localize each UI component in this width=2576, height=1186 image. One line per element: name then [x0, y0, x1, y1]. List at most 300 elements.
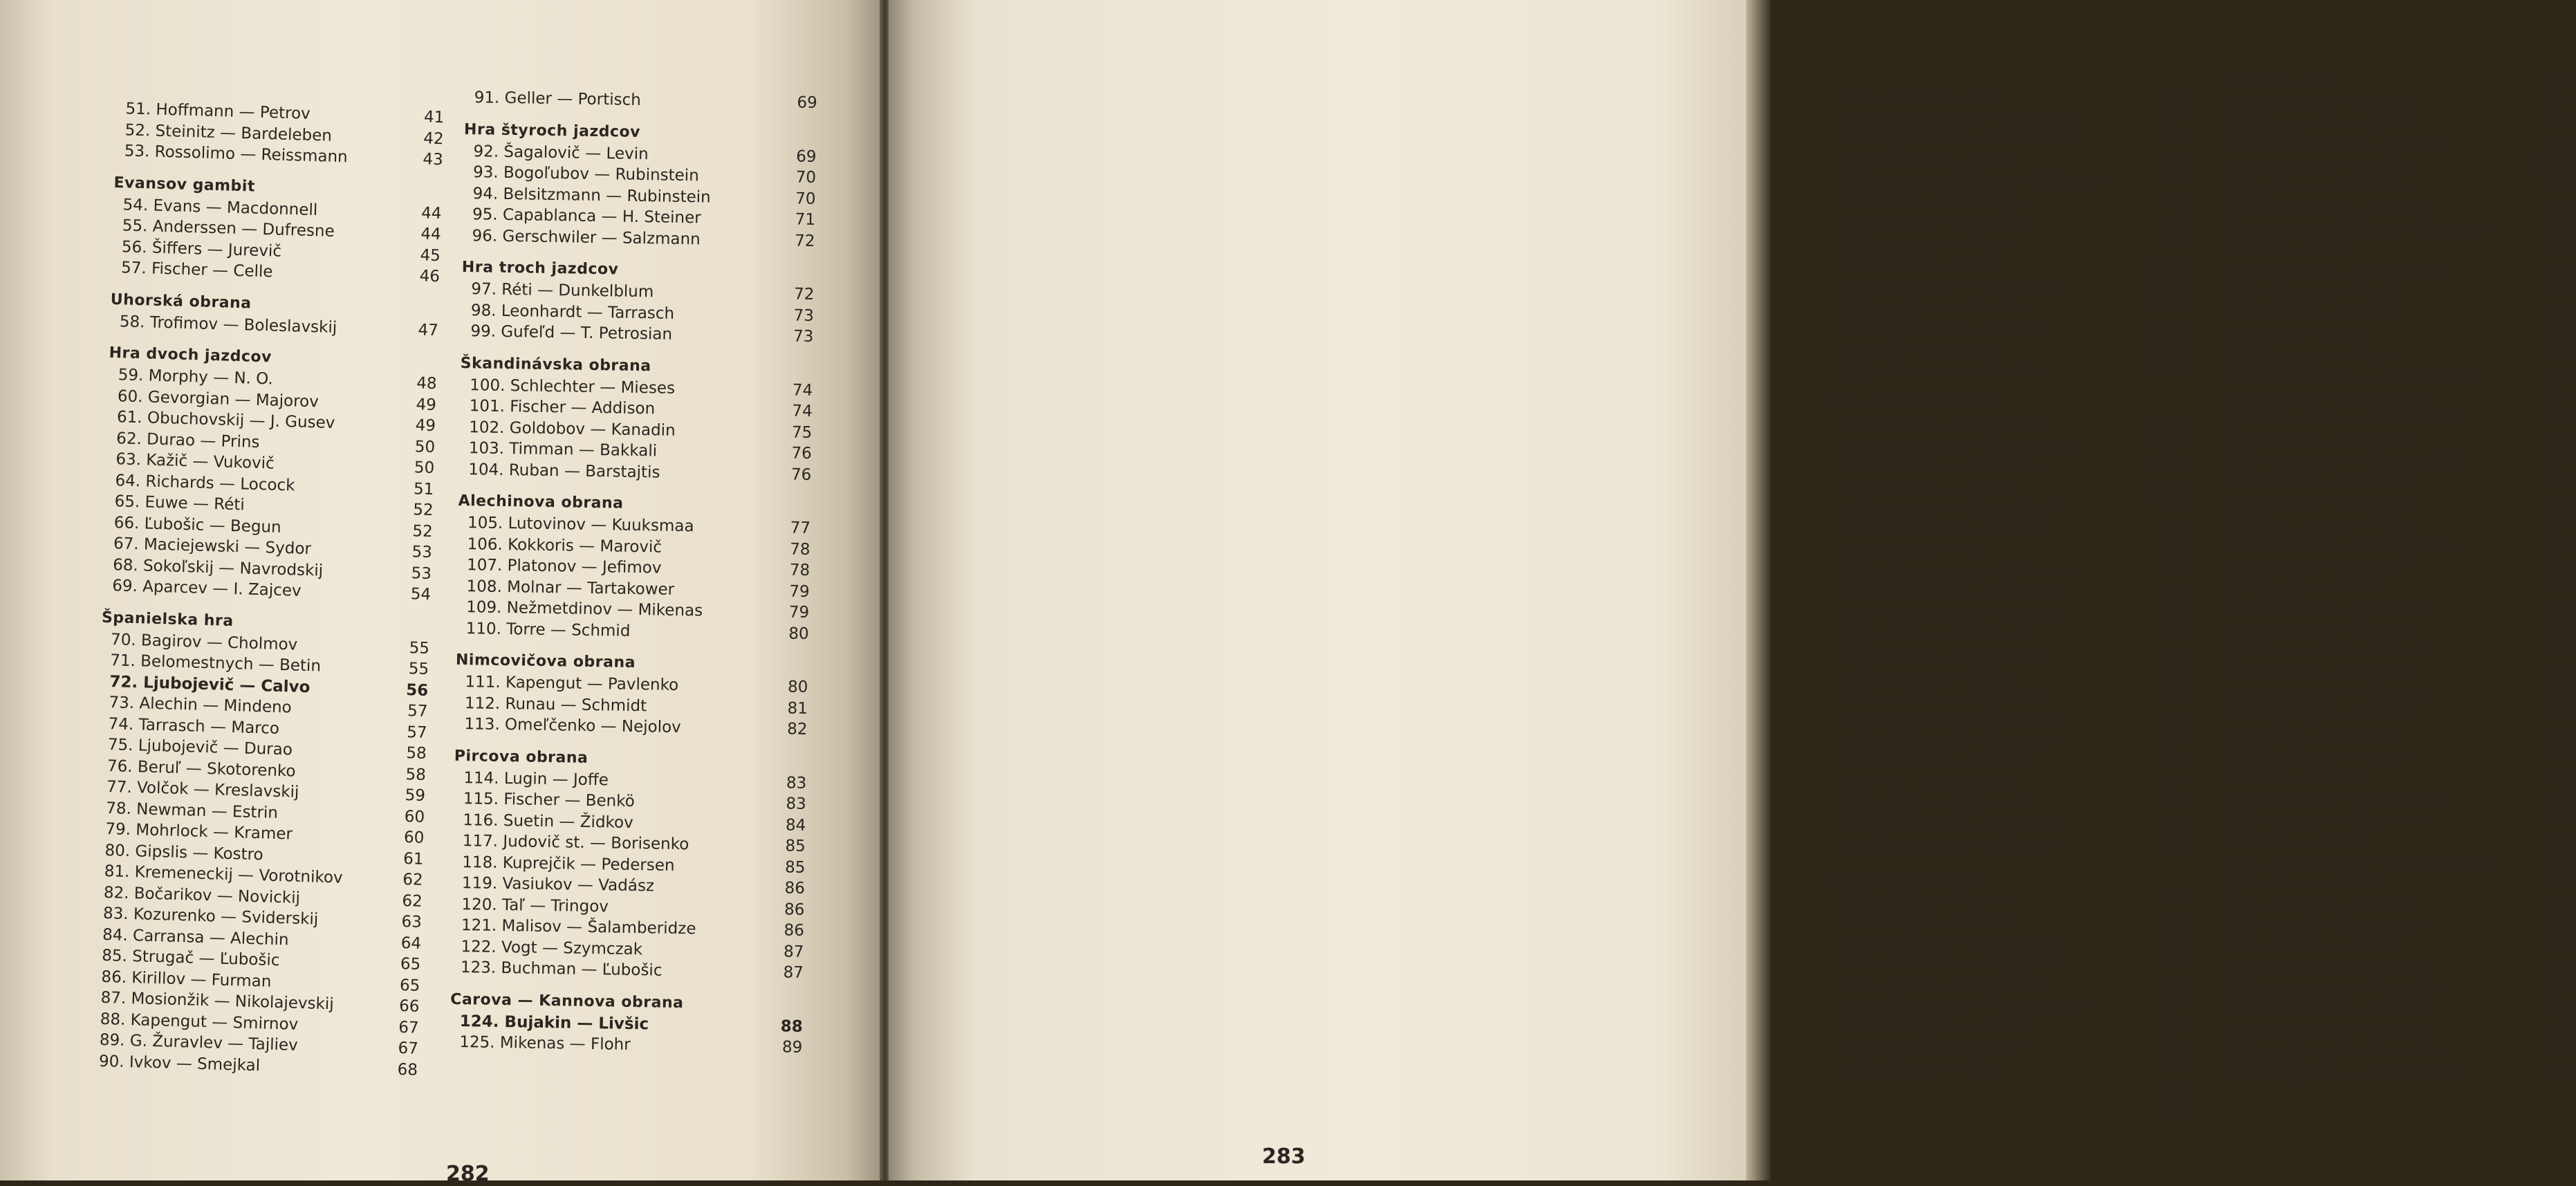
game-players: 161. Müller — Aronin: [1844, 890, 2012, 910]
index-entry: [1835, 972, 2188, 996]
index-entry: [2216, 956, 2575, 979]
page-reference: 50: [414, 458, 435, 478]
page-reference: 88: [780, 1017, 803, 1036]
section-heading: Sicílska obrana: [1834, 869, 1971, 888]
index-entry: [2212, 196, 2571, 219]
index-entry: [1834, 750, 2187, 773]
section-heading: Alechinova obrana: [458, 492, 624, 512]
page-reference: 152: [2544, 978, 2576, 997]
game-players: 101. Fischer — Addison: [469, 397, 656, 418]
game-players: 152. Glauser — Keller: [1842, 668, 2016, 687]
index-entry: [1835, 951, 2188, 974]
game-players: 81. Kremeneckij — Vorotnikov: [104, 862, 343, 887]
section-heading: Škandinávska obrana: [460, 354, 651, 375]
index-entry: [2213, 450, 2573, 472]
page-reference: 139: [2542, 556, 2573, 575]
page-reference: 58: [406, 744, 427, 763]
page-reference: 76: [790, 465, 812, 484]
page-reference: 108: [2154, 561, 2185, 580]
index-entry: [1835, 888, 2187, 911]
game-players: 189. Martius — Dueball: [2223, 473, 2409, 492]
page-reference: 154: [2545, 1020, 2576, 1039]
game-players: 123. Buchman — Ľubošic: [460, 958, 662, 980]
page-reference: 111: [2155, 667, 2187, 685]
index-entry: [2212, 154, 2571, 177]
game-players: 108. Molnar — Tartakower: [466, 577, 675, 599]
page-reference: 118: [2157, 931, 2188, 950]
page-reference: 123: [2158, 1079, 2189, 1097]
game-players: 148. Lohmann — Teschner: [1842, 583, 2053, 603]
game-players: 54. Evans — Macdonnell: [122, 195, 318, 219]
index-entry: [1831, 412, 2184, 436]
page-reference: 44: [420, 203, 442, 223]
index-entry: [2214, 787, 2574, 810]
index-entry: [2215, 871, 2575, 894]
page-reference: 87: [783, 963, 804, 982]
game-players: 196. Krivov — Upart: [2223, 620, 2403, 640]
page-reference: 73: [793, 306, 815, 325]
index-entry: [2211, 112, 2570, 135]
page-reference: 116: [2156, 835, 2187, 854]
page-reference: 84: [785, 815, 806, 835]
index-entry: [2214, 597, 2573, 620]
game-players: 207. Rakowecki — Wojcieszyn: [2224, 852, 2491, 872]
page-reference: 69: [796, 147, 817, 166]
game-players: 140. Petrov — Szymanski: [1841, 414, 2044, 434]
index-entry: [2213, 407, 2573, 430]
page-reference: 111: [2155, 645, 2186, 665]
page-reference: 123: [2158, 1100, 2189, 1119]
section-heading: Francúzska obrana: [1831, 393, 1999, 412]
index-entry: [2211, 70, 2570, 93]
game-players: 66. Ľubošic — Begun: [113, 513, 282, 537]
page-reference: 53: [411, 564, 432, 583]
game-players: 211. Lutikov — Osnos: [2225, 937, 2398, 956]
page-reference: 122: [2158, 1057, 2189, 1077]
index-entry: [2214, 534, 2573, 557]
index-entry: [1832, 434, 2185, 457]
game-players: 199. Korzubov — Orechov: [2223, 683, 2431, 703]
page-reference: 131: [2541, 303, 2572, 322]
game-players: 134. Rovner — Žilin: [1840, 256, 1997, 275]
page-reference: 48: [416, 374, 438, 393]
game-players: 158. Šašin — Daškevič: [1844, 795, 2025, 814]
index-entry: [1833, 560, 2185, 584]
index-entry: [2216, 1040, 2575, 1063]
game-players: 103. Timman — Bakkali: [468, 439, 658, 461]
index-entry: [2214, 640, 2573, 663]
game-players: 155. Ceškovskij — Šofman: [1843, 731, 2055, 751]
index-entry: [2215, 893, 2575, 916]
left-page-column-1: [98, 98, 445, 1080]
index-entry: [1831, 275, 2183, 298]
game-players: 127. Mark Cejtlin — Kruťanskij: [1839, 107, 2080, 128]
game-players: 63. Kažič — Vukovič: [115, 450, 275, 473]
index-entry: [2214, 745, 2574, 768]
game-players: 110. Torre — Schmid: [465, 619, 631, 640]
game-players: 128. Spielmann — Tartakower: [1839, 129, 2077, 149]
page-reference: 60: [403, 828, 425, 847]
game-players: 100. Schlechter — Mieses: [470, 376, 676, 398]
index-entry: [1830, 232, 2183, 256]
page-reference: 109: [2155, 582, 2186, 601]
game-players: 83. Kozurenko — Sviderskij: [102, 904, 319, 929]
game-players: 94. Belsitzmann — Rubinstein: [472, 184, 711, 207]
game-players: 109. Nežmetdinov — Mikenas: [465, 598, 703, 620]
page-reference: 100: [2153, 275, 2184, 295]
game-players: 192. Smyslov — K. Grigorian: [2223, 536, 2452, 555]
page-reference: 105: [2153, 456, 2185, 474]
index-entry: [1830, 211, 2183, 234]
game-players: 135. Kuprejčik — Castiglioni: [1840, 277, 2063, 297]
game-players: 106. Kokkoris — Marovič: [467, 535, 662, 557]
index-entry: [2211, 133, 2570, 156]
page-reference: 57: [407, 702, 428, 721]
game-players: 105. Lutovinov — Kuuksmaa: [467, 514, 694, 536]
page-reference: 110: [2155, 624, 2186, 643]
page-reference: 117: [2157, 889, 2188, 908]
right-page-column-2: [2211, 70, 2576, 1083]
right-page: [889, 0, 2576, 1180]
page-reference: 70: [795, 189, 816, 208]
game-players: 96. Gerschwiler — Salzmann: [472, 226, 701, 248]
game-players: 186. Želandinov — Bokučava: [2222, 409, 2455, 429]
game-players: 60. Gevorgian — Majorov: [117, 387, 319, 411]
page-reference: 77: [790, 519, 811, 537]
game-players: 198. Fischer — Rubinetti: [2223, 663, 2418, 682]
section-heading: Hra troch jazdcov: [461, 258, 619, 279]
page-reference: 66: [398, 997, 420, 1016]
section-heading: Nimcovičova obrana: [455, 651, 636, 671]
index-entry: [2216, 977, 2575, 1000]
game-players: 180. Milvidas — Marek: [2221, 283, 2402, 302]
page-reference: 96: [2162, 128, 2183, 147]
index-entry: [1829, 84, 2182, 108]
game-players: 141. Ostrovskij — Šestoperov: [1841, 436, 2076, 456]
index-entry: [1832, 454, 2185, 478]
page-reference: 148: [2543, 809, 2575, 828]
game-players: 217. Grigoriev — Panikovskij: [2225, 1063, 2453, 1083]
game-players: 214. Karaklajič — Nikolič: [2225, 1000, 2422, 1019]
game-players: 168. Grečkin — Sajgin: [1845, 1038, 2022, 1057]
game-players: 200. Kuprejčik — Babev: [2223, 705, 2413, 724]
game-players: 167. Gragger — Honfi: [1845, 1017, 2019, 1037]
index-entry: [2216, 935, 2575, 958]
game-players: 193. Kuzmin — Furman: [2223, 557, 2408, 577]
game-players: 124. Bujakin — Livšic: [459, 1012, 649, 1033]
game-players: 97. Réti — Dunkelblum: [471, 280, 654, 302]
index-entry: [2216, 1062, 2576, 1084]
section-heading: Pircova obrana: [454, 747, 589, 767]
game-players: 56. Šiffers — Jurevič: [121, 237, 282, 261]
index-entry: [2212, 302, 2572, 325]
page-reference: 121: [2158, 1037, 2189, 1055]
game-players: 202. Zuidema — Ivkov: [2224, 747, 2403, 766]
index-entry: [1836, 1099, 2189, 1122]
index-entry: [1835, 993, 2188, 1017]
index-entry: [2212, 323, 2572, 346]
index-entry: [1834, 792, 2187, 815]
page-reference: 43: [423, 150, 444, 169]
page-reference: 104: [2153, 434, 2185, 454]
game-players: 61. Obuchovskij — J. Gusev: [116, 408, 335, 433]
index-entry: [1830, 190, 2183, 214]
page-reference: 78: [789, 561, 810, 580]
page-reference: 69: [797, 93, 817, 113]
page-reference: 120: [2158, 994, 2189, 1013]
right-page-column-1: [1829, 84, 2189, 1119]
page-reference: 140: [2542, 577, 2573, 596]
game-players: 154. Polikarpov — Krupskij: [1843, 710, 2056, 730]
page-reference: 68: [397, 1060, 418, 1080]
page-reference: 86: [784, 921, 805, 940]
page-reference: 136: [2542, 472, 2573, 490]
game-players: 194. Suetin — Hulak: [2223, 578, 2387, 597]
game-players: 197. Beni — Schwarzbach: [2223, 641, 2431, 661]
page-reference: 147: [2543, 788, 2575, 807]
game-players: 87. Mosionžik — Nikolajevskij: [100, 988, 335, 1014]
page-reference: 143: [2543, 662, 2574, 680]
page-reference: 115: [2156, 793, 2187, 812]
game-players: 129. Schuster — Carls: [1839, 150, 2016, 170]
game-players: 204. Olafsson — Quinteros: [2224, 789, 2437, 808]
page-reference: 139: [2542, 535, 2573, 554]
page-reference: 146: [2543, 767, 2575, 786]
game-players: 51. Hoffmann — Petrov: [125, 100, 311, 123]
page-reference: 59: [405, 786, 426, 805]
game-players: 205. Kuzmin — Svešnikov: [2224, 810, 2429, 830]
page-reference: 127: [2540, 176, 2571, 196]
game-players: 210. Misnik — Ščerbickij: [2225, 916, 2418, 935]
game-players: 191. Em. Lasker — Pirc: [2223, 515, 2406, 535]
page-reference: 65: [400, 954, 421, 974]
page-reference: 62: [402, 871, 423, 889]
game-players: 58. Trofimov — Boleslavskij: [119, 312, 337, 337]
page-reference: 126: [2540, 134, 2571, 154]
page-reference: 42: [423, 129, 444, 148]
page-reference: 86: [784, 900, 805, 919]
index-entry: [1836, 1077, 2189, 1101]
game-players: 182. Luna — Cano: [2221, 325, 2368, 344]
game-players: 122. Vogt — Szymczak: [461, 937, 643, 958]
game-players: 86. Kirillov — Furman: [101, 967, 272, 991]
game-players: 173. Mnacakaňan — Veresov: [2221, 135, 2452, 155]
page-reference: 138: [2542, 514, 2573, 532]
index-entry: [2214, 555, 2573, 578]
page-reference: 82: [786, 720, 808, 739]
game-players: 102. Goldobov — Kanadin: [469, 418, 676, 440]
page-reference: 46: [419, 267, 441, 286]
page-reference: 110: [2155, 603, 2186, 622]
game-players: 76. Beruľ — Skotorenko: [106, 757, 296, 781]
page-reference: 106: [2154, 476, 2185, 496]
game-players: 112. Runau — Schmidt: [464, 694, 647, 715]
game-players: 65. Euwe — Réti: [114, 492, 245, 515]
left-page-column-2: [450, 87, 817, 1057]
game-players: 130. Gaprindašviliová — Birbrager: [1839, 171, 2114, 191]
index-entry: [1831, 359, 2184, 382]
game-players: 82. Bočarikov — Novickij: [103, 883, 301, 907]
page-reference: 141: [2540, 620, 2574, 638]
game-players: 79. Mohrlock — Kramer: [105, 819, 293, 844]
index-entry: [2212, 260, 2571, 283]
page-reference: 144: [2543, 704, 2574, 723]
game-players: 75. Ljubojevič — Durao: [107, 736, 293, 759]
index-entry: [2212, 176, 2571, 198]
game-players: 71. Belomestnych — Betin: [109, 651, 322, 676]
index-entry: [1831, 295, 2183, 319]
page-reference: 113: [2156, 709, 2187, 728]
index-entry: [1833, 539, 2185, 562]
page-reference: 119: [2158, 973, 2189, 992]
page-reference: 73: [793, 327, 814, 346]
section-heading: Carova — Kannova obrana: [450, 990, 684, 1012]
page-reference: 58: [405, 765, 427, 784]
game-players: 213. Andersson — Portisch: [2225, 979, 2439, 999]
page-reference: 102: [2153, 339, 2184, 358]
index-entry: [2214, 703, 2574, 725]
game-players: 132. Rauzer — Veresov: [1840, 214, 2025, 233]
game-players: 53. Rossolimo — Reissmann: [124, 142, 349, 167]
game-players: 72. Ljubojevič — Calvo: [109, 672, 311, 696]
page-reference: 87: [783, 942, 804, 961]
section-heading: Španielska hra: [101, 609, 234, 630]
page-reference: 70: [795, 168, 817, 187]
index-entry: [2215, 808, 2575, 831]
page-reference: 102: [2153, 317, 2184, 337]
page-reference: 97: [2162, 149, 2183, 168]
page-reference: 137: [2542, 493, 2573, 512]
page-number-left: 282: [446, 1162, 490, 1186]
page-reference: 108: [2154, 540, 2185, 559]
page-reference: 47: [418, 320, 439, 340]
game-players: 126. I. Zajcev — NN: [1839, 87, 1997, 106]
index-entry: [1833, 665, 2186, 689]
game-players: 175. Juferov — Grozdov: [2221, 178, 2409, 197]
page-reference: 56: [405, 680, 429, 700]
index-entry: [2216, 998, 2575, 1021]
page-reference: 148: [2543, 831, 2575, 849]
index-entry: [1833, 581, 2185, 604]
game-players: 57. Fischer — Celle: [120, 259, 273, 281]
page-reference: 104: [2153, 414, 2185, 432]
index-entry: [1833, 645, 2186, 668]
game-players: 138. Taľ — Smyslov: [1840, 340, 1997, 360]
index-entry: [2212, 218, 2571, 241]
page-reference: 45: [420, 245, 441, 265]
game-players: 92. Šagalovič — Levin: [473, 142, 649, 163]
page-reference: 85: [785, 837, 806, 855]
game-players: 64. Richards — Locock: [115, 471, 295, 494]
page-reference: 120: [2158, 1015, 2189, 1035]
game-players: 165. Dubek — Weinstein: [1844, 974, 2041, 994]
page-reference: 99: [2162, 233, 2183, 252]
page-reference: 95: [2161, 106, 2183, 126]
index-entry: [2214, 682, 2574, 705]
game-players: 89. G. Žuravlev — Tajliev: [99, 1030, 299, 1055]
game-players: 178. Taľ — Bilek: [2221, 241, 2350, 260]
page-reference: 103: [2153, 360, 2184, 379]
game-players: 146. Fischer — Taľ: [1842, 541, 1987, 561]
game-players: 116. Suetin — Židkov: [463, 810, 633, 832]
page-reference: 67: [398, 1018, 420, 1037]
game-players: 73. Alechin — Mindeno: [109, 694, 293, 717]
page-reference: 49: [416, 395, 437, 414]
page-reference: 98: [2162, 191, 2183, 210]
page-reference: 114: [2156, 751, 2187, 770]
book-edge: [1746, 0, 1770, 1180]
game-players: 133. Jevsejev — Flohr: [1840, 234, 2012, 254]
index-entry: [2213, 471, 2573, 494]
game-players: 111. Kapengut — Pavlenko: [465, 673, 679, 694]
game-players: 149. Mich. Cejtlin — Osipov: [1842, 604, 2061, 624]
page-reference: 94: [2161, 86, 2183, 104]
game-players: 78. Newman — Estrin: [105, 799, 279, 822]
page-reference: 80: [788, 624, 809, 643]
page-reference: 124: [2540, 71, 2571, 90]
game-players: 131. Bilek — Bronštejn: [1840, 192, 2021, 212]
game-players: 187. Richter — Wagner: [2222, 431, 2407, 450]
game-players: 142. Bilenko — Kajdanov: [1841, 456, 2040, 476]
page-reference: 151: [2544, 936, 2575, 954]
index-entry: [2215, 851, 2575, 873]
game-players: 215. Ermenkov — Spasov: [2225, 1021, 2429, 1041]
game-players: 118. Kuprejčik — Pedersen: [462, 853, 675, 875]
index-entry: [1833, 602, 2185, 626]
page-reference: 75: [791, 423, 813, 442]
page-reference: 86: [784, 879, 806, 898]
game-players: 137. Spielmann — Walter: [1840, 319, 2043, 339]
game-players: 174. Murzin — Livšic: [2221, 156, 2404, 176]
index-entry: [2213, 513, 2573, 536]
section-heading: Hra štyroch jazdcov: [463, 120, 641, 141]
index-entry: [1832, 497, 2185, 520]
index-entry: [1831, 317, 2183, 340]
game-players: 162. Nagy — Balogh: [1844, 911, 2008, 931]
index-entry: [1830, 148, 2183, 172]
game-players: 114. Lugin — Joffe: [463, 768, 609, 789]
page-reference: 60: [404, 807, 425, 826]
game-players: 98. Leonhardt — Tarrasch: [470, 301, 675, 323]
game-players: 90. Ivkov — Smejkal: [98, 1052, 261, 1075]
game-players: 104. Ruban — Barstajtis: [468, 460, 660, 482]
page-reference: 63: [401, 912, 423, 932]
game-players: 52. Steinitz — Bardeleben: [124, 120, 333, 145]
game-players: 190. Muchin — Čečeľan: [2223, 494, 2412, 513]
index-entry: [1834, 771, 2187, 795]
page-reference: 112: [2156, 687, 2187, 707]
index-entry: [1836, 1035, 2189, 1059]
page-reference: 150: [2544, 893, 2575, 912]
game-players: 74. Tarrasch — Marco: [108, 714, 280, 738]
page-reference: 124: [2540, 92, 2571, 111]
game-players: 153. Ľubošic — Šagalovič: [1843, 689, 2046, 709]
game-players: 156. Kofman — Polozok: [1843, 752, 2031, 772]
game-players: 121. Malisov — Šalamberidze: [461, 916, 696, 938]
game-players: 80. Gipslis — Kostro: [104, 841, 264, 864]
page-reference: 101: [2153, 297, 2184, 315]
index-entry: [2214, 724, 2574, 747]
page-reference: 149: [2541, 851, 2575, 871]
page-reference: 44: [420, 225, 442, 244]
page-reference: 72: [793, 285, 815, 304]
page-reference: 57: [406, 723, 427, 742]
page-reference: 50: [414, 437, 436, 456]
index-entry: [2212, 344, 2572, 367]
section-heading: Uhorská obrana: [110, 290, 252, 313]
page-reference: 41: [423, 108, 445, 127]
left-page: [0, 0, 882, 1186]
